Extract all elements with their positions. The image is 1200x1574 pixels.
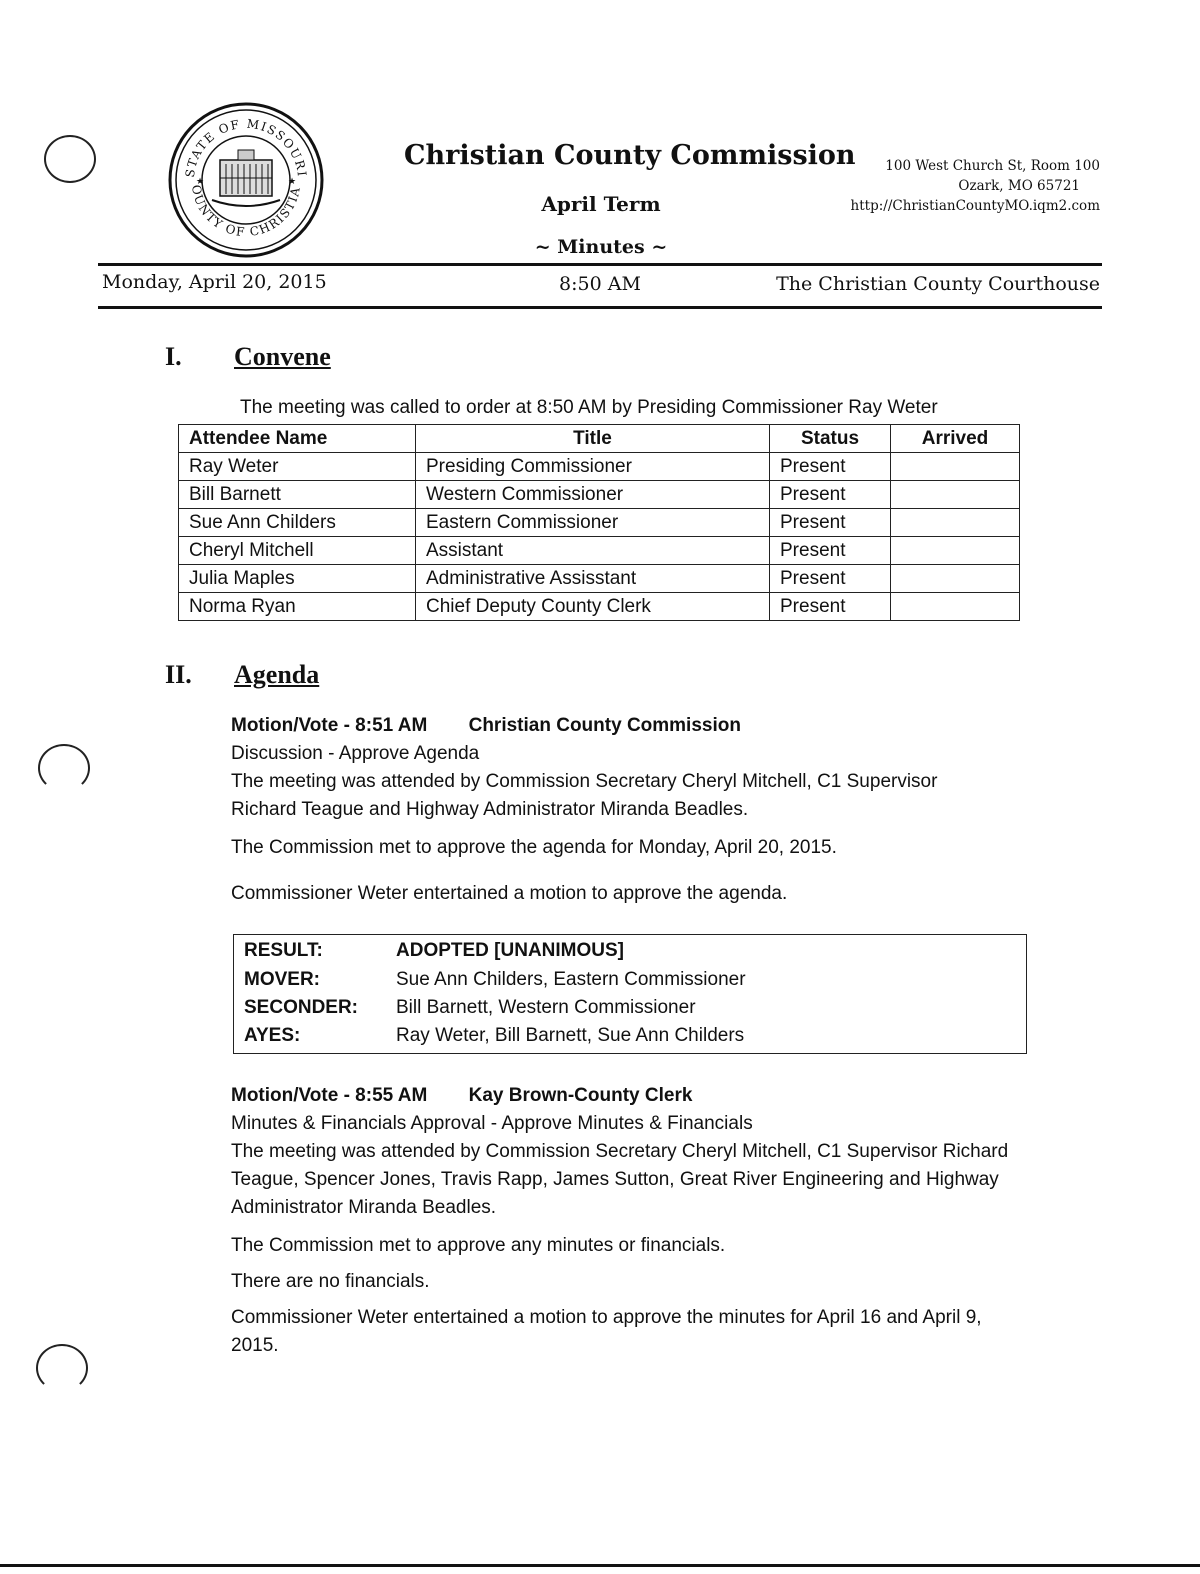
header-rule-top bbox=[98, 263, 1102, 266]
attendee-name: Bill Barnett bbox=[179, 481, 416, 509]
attendee-status: Present bbox=[770, 565, 891, 593]
motion-header bbox=[231, 712, 1031, 740]
table-row bbox=[179, 509, 1020, 537]
table-row bbox=[179, 481, 1020, 509]
attendee-name: Cheryl Mitchell bbox=[179, 537, 416, 565]
convene-intro: The meeting was called to order at 8:50 AM by Presiding Commissioner Ray Weter bbox=[240, 397, 938, 418]
attendee-arrived bbox=[891, 537, 1020, 565]
purpose-paragraph: The Commission met to approve any minutes or financials. bbox=[231, 1235, 726, 1256]
attendee-title: Presiding Commissioner bbox=[416, 453, 770, 481]
agenda-item-2 bbox=[231, 1082, 1031, 1360]
attendee-arrived bbox=[891, 565, 1020, 593]
section-number-convene: I. bbox=[165, 342, 182, 371]
page-bottom-edge bbox=[0, 1564, 1200, 1567]
attendee-title: Administrative Assisstant bbox=[416, 565, 770, 593]
ayes-value: Ray Weter, Bill Barnett, Sue Ann Childers bbox=[396, 1025, 745, 1046]
discussion-line: Minutes & Financials Approval - Approve Minutes & Financials bbox=[231, 1113, 753, 1134]
attendee-name: Ray Weter bbox=[179, 453, 416, 481]
attendee-name: Julia Maples bbox=[179, 565, 416, 593]
column-header-title: Title bbox=[416, 425, 770, 453]
punch-hole-top bbox=[44, 135, 96, 183]
table-row bbox=[179, 593, 1020, 621]
attendee-status: Present bbox=[770, 509, 891, 537]
table-header-row bbox=[179, 425, 1020, 453]
meeting-date: Monday, April 20, 2015 bbox=[102, 271, 327, 293]
motion-time: Motion/Vote - 8:55 AM bbox=[231, 1085, 428, 1106]
svg-text:★: ★ bbox=[288, 176, 297, 186]
entertained-paragraph: Commissioner Weter entertained a motion to approve the minutes for April 16 and April 9, 2015. bbox=[231, 1307, 982, 1356]
entertained-paragraph: Commissioner Weter entertained a motion to approve the agenda. bbox=[231, 883, 788, 904]
column-header-status: Status bbox=[770, 425, 891, 453]
attendee-status: Present bbox=[770, 481, 891, 509]
seconder-label: SECONDER: bbox=[244, 997, 359, 1018]
attendee-arrived bbox=[891, 509, 1020, 537]
term-label: April Term bbox=[541, 192, 661, 216]
address-block bbox=[830, 156, 1100, 216]
svg-text:COUNTY OF CHRISTIAN: OUNTY OF CHRISTIA bbox=[188, 183, 303, 240]
attendance-paragraph: The meeting was attended by Commission Secretary Cheryl Mitchell, C1 Supervisor Richard Teague, Spencer Jones, Travis Rapp, James Sutton, Great River Engineering and Highway Administrator Miranda Beadles. bbox=[231, 1141, 1009, 1218]
table-row bbox=[179, 565, 1020, 593]
svg-text:★: ★ bbox=[196, 176, 205, 186]
attendee-status: Present bbox=[770, 593, 891, 621]
attendee-name: Norma Ryan bbox=[179, 593, 416, 621]
result-label: RESULT: bbox=[244, 940, 323, 961]
mover-value: Sue Ann Childers, Eastern Commissioner bbox=[396, 969, 746, 990]
attendee-status: Present bbox=[770, 453, 891, 481]
attendee-title: Assistant bbox=[416, 537, 770, 565]
vote-result-box bbox=[233, 934, 1027, 1054]
attendee-title: Eastern Commissioner bbox=[416, 509, 770, 537]
attendee-status: Present bbox=[770, 537, 891, 565]
attendee-arrived bbox=[891, 453, 1020, 481]
address-line-2: Ozark, MO 65721 bbox=[958, 178, 1080, 194]
agenda-item-1 bbox=[231, 712, 1031, 908]
attendee-title: Chief Deputy County Clerk bbox=[416, 593, 770, 621]
section-number-agenda: II. bbox=[165, 660, 192, 689]
attendance-paragraph: The meeting was attended by Commission Secretary Cheryl Mitchell, C1 Supervisor Richard Teague and Highway Administrator Miranda Beadles. bbox=[231, 771, 938, 820]
punch-hole-middle bbox=[38, 744, 90, 792]
motion-time: Motion/Vote - 8:51 AM bbox=[231, 715, 428, 736]
motion-presenter: Christian County Commission bbox=[468, 715, 741, 736]
table-row bbox=[179, 453, 1020, 481]
attendee-arrived bbox=[891, 593, 1020, 621]
website-link[interactable]: http://ChristianCountyMO.iqm2.com bbox=[850, 198, 1100, 214]
table-row bbox=[179, 537, 1020, 565]
financials-paragraph: There are no financials. bbox=[231, 1271, 430, 1292]
section-title-convene: Convene bbox=[234, 342, 331, 371]
column-header-name: Attendee Name bbox=[179, 425, 416, 453]
motion-header bbox=[231, 1082, 1031, 1110]
address-line-1: 100 West Church St, Room 100 bbox=[885, 158, 1100, 174]
mover-label: MOVER: bbox=[244, 969, 320, 990]
section-title-agenda: Agenda bbox=[234, 660, 320, 689]
header-rule-bottom bbox=[98, 306, 1102, 309]
seconder-value: Bill Barnett, Western Commissioner bbox=[396, 997, 696, 1018]
attendee-title: Western Commissioner bbox=[416, 481, 770, 509]
county-seal bbox=[166, 100, 326, 260]
ayes-label: AYES: bbox=[244, 1025, 301, 1046]
punch-hole-bottom bbox=[36, 1344, 88, 1392]
attendee-name: Sue Ann Childers bbox=[179, 509, 416, 537]
commission-title: Christian County Commission bbox=[404, 140, 856, 171]
column-header-arrived: Arrived bbox=[891, 425, 1020, 453]
purpose-paragraph: The Commission met to approve the agenda for Monday, April 20, 2015. bbox=[231, 837, 837, 858]
svg-text:STATE OF MISSOURI: STATE OF MISSOURI bbox=[182, 116, 309, 179]
result-value: ADOPTED [UNANIMOUS] bbox=[396, 940, 624, 961]
attendee-arrived bbox=[891, 481, 1020, 509]
meeting-location: The Christian County Courthouse bbox=[776, 273, 1100, 295]
discussion-line: Discussion - Approve Agenda bbox=[231, 743, 480, 764]
meeting-time: 8:50 AM bbox=[559, 273, 641, 295]
doc-type-label: ~ Minutes ~ bbox=[534, 236, 668, 258]
motion-presenter: Kay Brown-County Clerk bbox=[468, 1085, 693, 1106]
attendee-table bbox=[178, 424, 1020, 621]
